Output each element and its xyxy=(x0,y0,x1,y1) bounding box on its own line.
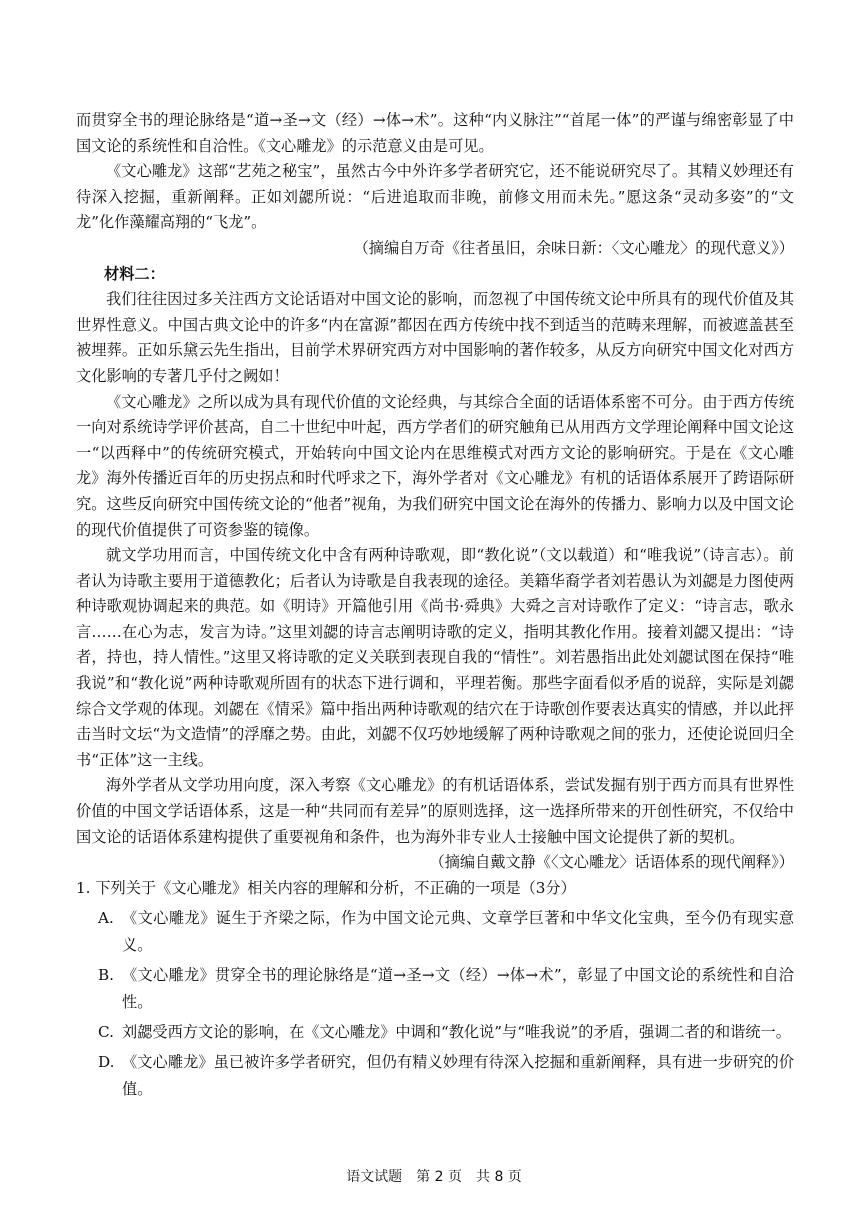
answer-option-a[interactable] xyxy=(98,905,794,958)
page-footer: 语文试题 第 2 页 共 8 页 xyxy=(346,1169,522,1185)
passage-paragraph: 海外学者从文学功用向度，深入考察《文心雕龙》的有机话语体系，尝试发掘有别于西方而具有世界性价值的中国文学话语体系，这是一种“共同而有差异”的原则选择，这一选择所带来的开创性研究，不仅给中国文论的话语体系建构提供了重要视角和条件，也为海外非专业人士接触中国文论提供了新的契机。 xyxy=(76,776,794,846)
question-stem: 1. 下列关于《文心雕龙》相关内容的理解和分析，不正确的一项是（3分） xyxy=(76,878,576,897)
section-heading: 材料二： xyxy=(104,264,165,283)
answer-option-d[interactable] xyxy=(98,1049,794,1102)
answer-option-b[interactable] xyxy=(98,962,794,1015)
option-text: 《文心雕龙》贯穿全书的理论脉络是“道→圣→文（经）→体→术”，彰显了中国文论的系统性和自洽性。 xyxy=(122,966,794,1011)
option-text: 《文心雕龙》虽已被许多学者研究，但仍有精义妙理有待深入挖掘和重新阐释，具有进一步研究的价值。 xyxy=(122,1053,794,1098)
exam-page xyxy=(76,108,794,1102)
option-letter: B. xyxy=(98,966,114,985)
option-letter: A. xyxy=(98,909,114,928)
passage-paragraph: 《文心雕龙》这部“艺苑之秘宝”，虽然古今中外许多学者研究它，还不能说研究尽了。其精义妙理还有待深入挖掘，重新阐释。正如刘勰所说：“后进追取而非晚，前修文用而未先。”愿这条“灵动多姿”的“文龙”化作藻耀高翔的“飞龙”。 xyxy=(76,162,794,232)
source-citation: （摘编自万奇《往者虽旧，余味日新：〈文心雕龙〉的现代意义》） xyxy=(353,238,794,257)
answer-option-c[interactable] xyxy=(98,1019,794,1045)
source-citation: （摘编自戴文静《〈文心雕龙〉话语体系的现代阐释》） xyxy=(429,853,794,872)
passage-paragraph: 而贯穿全书的理论脉络是“道→圣→文（经）→体→术”。这种“内义脉注”“首尾一体”的严谨与绵密彰显了中国文论的系统性和自洽性。《文心雕龙》的示范意义由是可见。 xyxy=(76,111,794,155)
option-letter: C. xyxy=(98,1023,114,1042)
option-text: 刘勰受西方文论的影响，在《文心雕龙》中调和“教化说”与“唯我说”的矛盾，强调二者的和谐统一。 xyxy=(122,1023,791,1042)
passage-paragraph: 我们往往因过多关注西方文论话语对中国文论的影响，而忽视了中国传统文论中所具有的现代价值及其世界性意义。中国古典文论中的许多“内在富源”都因在西方传统中找不到适当的范畴来理解，而被遮盖甚至被埋葬。正如乐黛云先生指出，目前学术界研究西方对中国影响的著作较多，从反方向研究中国文化对西方文化影响的专著几乎付之阙如！ xyxy=(76,290,794,385)
option-text: 《文心雕龙》诞生于齐梁之际，作为中国文论元典、文章学巨著和中华文化宝典，至今仍有现实意义。 xyxy=(122,909,794,954)
option-letter: D. xyxy=(98,1053,115,1072)
passage-paragraph: 《文心雕龙》之所以成为具有现代价值的文论经典，与其综合全面的话语体系密不可分。由于西方传统一向对系统诗学评价甚高，自二十世纪中叶起，西方学者们的研究触角已从用西方文学理论阐释中国文论这一“以西释中”的传统研究模式，开始转向中国文论内在思维模式对西方文论的影响研究。于是在《文心雕龙》海外传播近百年的历史拐点和时代呼求之下，海外学者对《文心雕龙》有机的话语体系展开了跨语际研究。这些反向研究中国传统文论的“他者”视角，为我们研究中国文论在海外的传播力、影响力以及中国文论的现代价值提供了可资参鉴的镜像。 xyxy=(76,392,794,539)
passage-paragraph: 就文学功用而言，中国传统文化中含有两种诗歌观，即“教化说”（文以载道）和“唯我说”（诗言志）。前者认为诗歌主要用于道德教化；后者认为诗歌是自我表现的途径。美籍华裔学者刘若愚认为刘勰是力图使两种诗歌观协调起来的典范。如《明诗》开篇他引用《尚书·舜典》大舜之言对诗歌作了定义：“诗言志，歌永言……在心为志，发言为诗。”这里刘勰的诗言志阐明诗歌的定义，指明其教化作用。接着刘勰又提出：“诗者，持也，持人情性。”这里又将诗歌的定义关联到表现自我的“情性”。刘若愚指出此处刘勰试图在保持“唯我说”和“教化说”两种诗歌观所固有的状态下进行调和，平理若衡。那些字面看似矛盾的说辞，实际是刘勰综合文学观的体现。刘勰在《情采》篇中指出两种诗歌观的结穴在于诗歌创作要表达真实的情感，并以此抨击当时文坛“为文造情”的浮靡之势。由此，刘勰不仅巧妙地缓解了两种诗歌观之间的张力，还使论说回归全书“正体”这一主线。 xyxy=(76,546,794,769)
